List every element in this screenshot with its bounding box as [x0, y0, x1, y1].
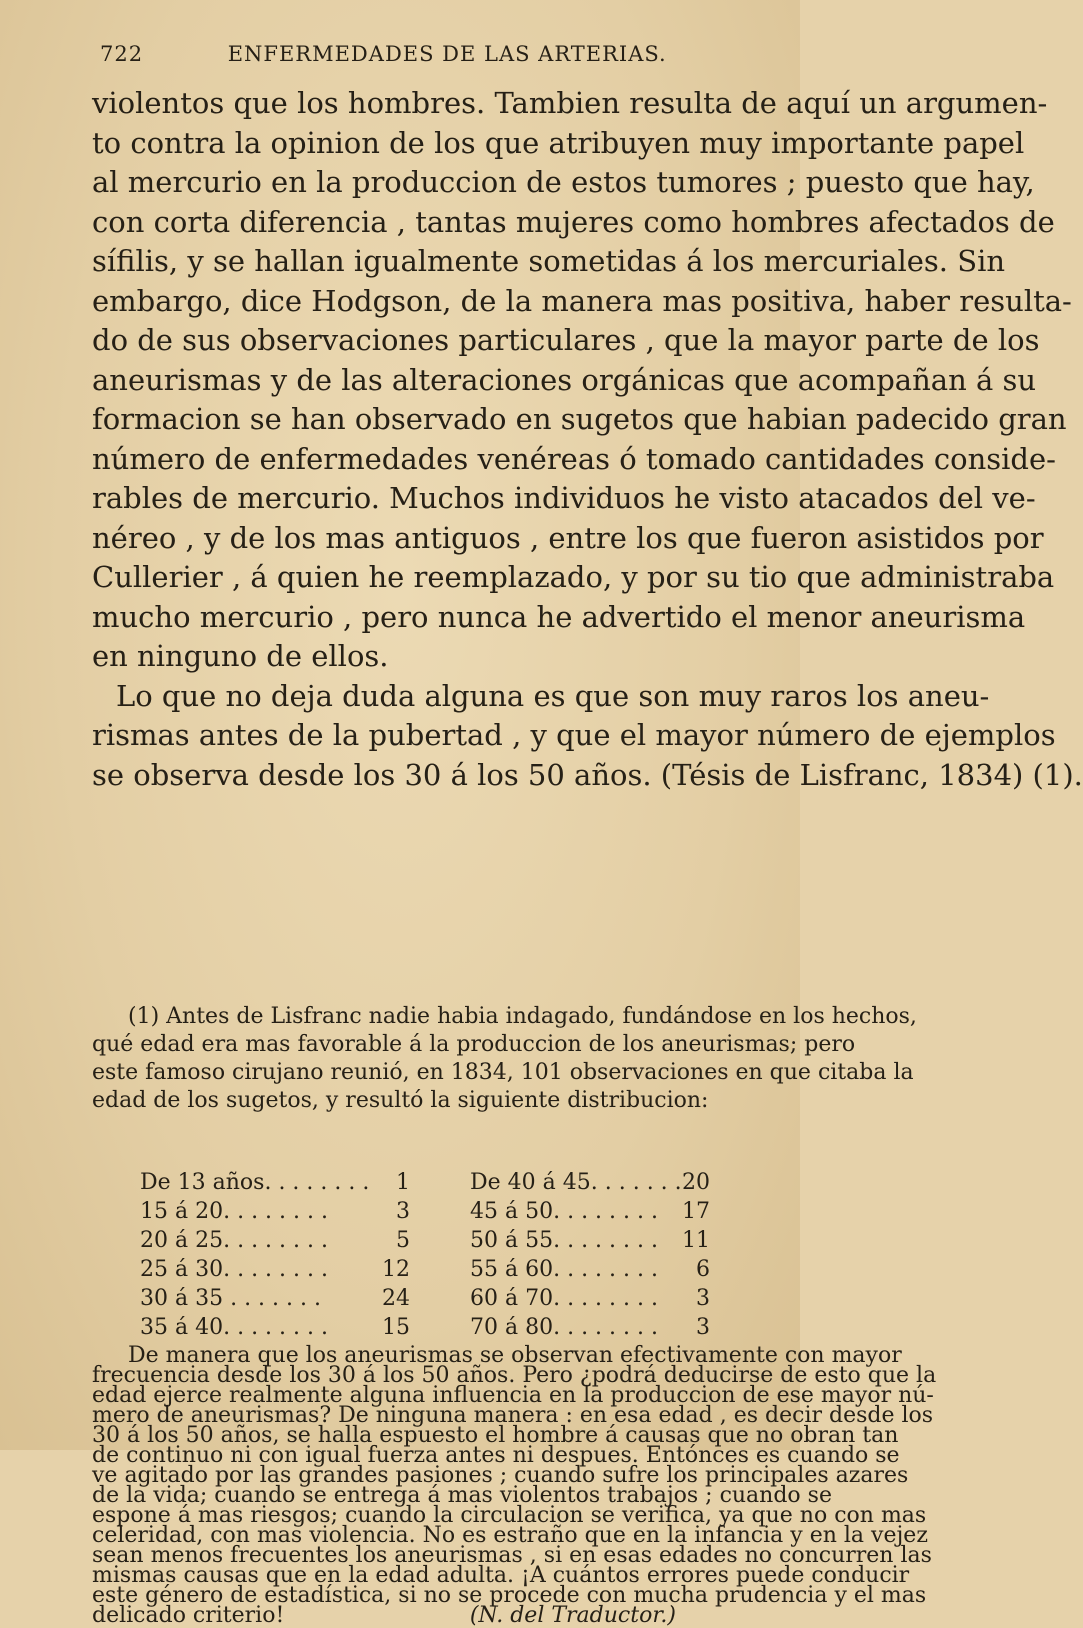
age-range: 15 á 20. . . . . . . .: [140, 1199, 328, 1224]
case-count: 5: [396, 1228, 410, 1253]
note-line: 30 á los 50 años, se halla espuesto el hombre á causas que no obran tan: [92, 1423, 899, 1448]
note-line: este género de estadística, si no se procede con mucha prudencia y el mas: [92, 1583, 927, 1608]
case-count: 24: [382, 1286, 410, 1311]
age-range: De 13 años. . . . . . . .: [140, 1170, 370, 1195]
translator-signature: (N. del Traductor.): [469, 1603, 676, 1628]
table-row: [140, 1168, 720, 1197]
text-line: rables de mercurio. Muchos individuos he visto atacados del ve-: [92, 481, 1036, 515]
note-line: celeridad, con mas violencia. No es estraño que en la infancia y en la vejez: [92, 1523, 928, 1548]
text-line: do de sus observaciones particulares , que la mayor parte de los: [92, 323, 1040, 357]
age-range: 20 á 25. . . . . . . .: [140, 1228, 328, 1253]
text-line: al mercurio en la produccion de estos tumores ; puesto que hay,: [92, 165, 1035, 199]
text-line: sífilis, y se hallan igualmente sometidas á los mercuriales. Sin: [92, 244, 1006, 278]
text-line: aneurismas y de las alteraciones orgánicas que acompañan á su: [92, 362, 1037, 397]
text-line: violentos que los hombres. Tambien resulta de aquí un argumen-: [92, 86, 1048, 120]
table-row: [140, 1284, 720, 1313]
note-line: de continuo ni con igual fuerza antes ni despues. Entónces es cuando se: [92, 1443, 900, 1468]
footnote: [92, 1003, 917, 1115]
case-count: 6: [696, 1257, 710, 1282]
case-count: 3: [396, 1199, 410, 1224]
age-range: 55 á 60. . . . . . . .: [470, 1257, 658, 1282]
case-count: 15: [382, 1315, 410, 1340]
text-line: en ninguno de ellos.: [92, 639, 389, 673]
note-last-line: [92, 1603, 756, 1628]
age-range: 30 á 35 . . . . . . .: [140, 1286, 321, 1311]
text-line: número de enfermedades venéreas ó tomado cantidades conside-: [92, 441, 1056, 476]
age-range: 50 á 55. . . . . . . .: [470, 1228, 658, 1253]
running-title: ENFERMEDADES DE LAS ARTERIAS.: [227, 42, 667, 66]
note-line: de la vida; cuando se entrega á mas violentos trabajos ; cuando se: [92, 1483, 832, 1508]
table-row: [140, 1226, 720, 1255]
table-row: [140, 1197, 720, 1226]
note-line: espone á mas riesgos; cuando la circulacion se verifica, ya que no con mas: [92, 1503, 927, 1528]
note-line: De manera que los aneurismas se observan efectivamente con mayor: [128, 1343, 902, 1368]
note-line: delicado criterio!: [92, 1603, 285, 1628]
footnote-line: (1) Antes de Lisfranc nadie habia indagado, fundándose en los hechos,: [128, 1004, 917, 1029]
table-row: [140, 1313, 720, 1342]
note-line: frecuencia desde los 30 á los 50 años. Pero ¿podrá deducirse de esto que la: [92, 1363, 937, 1388]
text-line: formacion se han observado en sugetos que habian padecido gran: [92, 402, 1067, 436]
age-range: 25 á 30. . . . . . . .: [140, 1257, 328, 1282]
main-text: [92, 84, 1083, 795]
text-line: mucho mercurio , pero nunca he advertido el menor aneurisma: [92, 599, 1026, 634]
case-count: 11: [682, 1228, 710, 1253]
case-count: 12: [382, 1257, 410, 1282]
footnote-line: este famoso cirujano reunió, en 1834, 101 observaciones en que citaba la: [92, 1060, 914, 1085]
text-line: embargo, dice Hodgson, de la manera mas positiva, haber resulta-: [92, 283, 1072, 318]
translator-note: [92, 1343, 937, 1628]
age-range: 60 á 70. . . . . . . .: [470, 1286, 658, 1311]
note-line: sean menos frecuentes los aneurismas , si en esas edades no concurren las: [92, 1543, 932, 1568]
age-range: 35 á 40. . . . . . . .: [140, 1315, 328, 1340]
footnote-line: qué edad era mas favorable á la produccion de los aneurismas; pero: [92, 1032, 856, 1057]
table-row: [140, 1255, 720, 1284]
age-range: De 40 á 45. . . . . . .: [470, 1170, 682, 1195]
case-count: 17: [682, 1199, 710, 1224]
text-line: Cullerier , á quien he reemplazado, y por su tio que administraba: [92, 560, 1055, 594]
page-number: 722: [100, 42, 144, 66]
note-line: ve agitado por las grandes pasiones ; cuando sufre los principales azares: [92, 1463, 909, 1488]
note-line: edad ejerce realmente alguna influencia en la produccion de ese mayor nú-: [92, 1383, 934, 1408]
case-count: 3: [696, 1315, 710, 1340]
text-line: rismas antes de la pubertad , y que el mayor número de ejemplos: [92, 718, 1056, 752]
note-line: mero de aneurismas? De ninguna manera : en esa edad , es decir desde los: [92, 1403, 934, 1428]
text-line: con corta diferencia , tantas mujeres como hombres afectados de: [92, 204, 1055, 239]
case-count: 1: [396, 1170, 410, 1195]
age-range: 70 á 80. . . . . . . .: [470, 1315, 658, 1340]
age-distribution-table: [140, 1168, 720, 1342]
case-count: 20: [682, 1170, 710, 1195]
text-line: Lo que no deja duda alguna es que son muy raros los aneu-: [116, 678, 990, 713]
note-line: mismas causas que en la edad adulta. ¡A cuántos errores puede conducir: [92, 1563, 910, 1588]
running-header: [100, 42, 760, 66]
text-line: to contra la opinion de los que atribuyen muy importante papel: [92, 125, 1025, 160]
case-count: 3: [696, 1286, 710, 1311]
text-line: néreo , y de los mas antiguos , entre los que fueron asistidos por: [92, 520, 1044, 555]
age-range: 45 á 50. . . . . . . .: [470, 1199, 658, 1224]
text-line: se observa desde los 30 á los 50 años. (Tésis de Lisfranc, 1834) (1).: [92, 757, 1083, 792]
footnote-line: edad de los sugetos, y resultó la siguiente distribucion:: [92, 1088, 709, 1113]
